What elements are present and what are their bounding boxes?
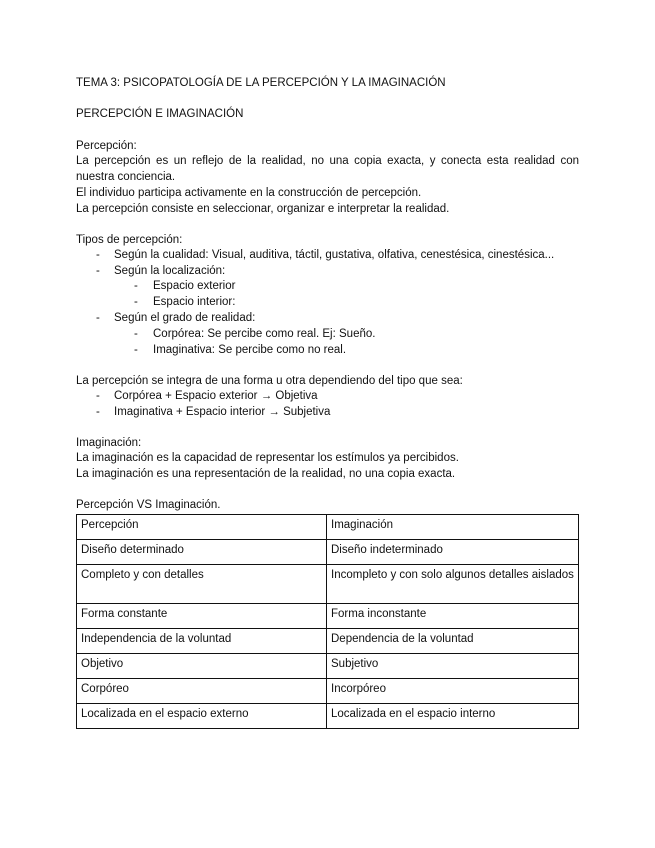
- table-row: [77, 540, 579, 565]
- list-bullet: -: [96, 249, 100, 261]
- table-cell: Forma inconstante: [327, 604, 579, 629]
- table-row: [77, 704, 579, 729]
- list-bullet: -: [96, 265, 100, 277]
- imaginacion-heading: Imaginación:: [76, 437, 142, 449]
- list-bullet: -: [96, 312, 100, 324]
- tipos-heading: Tipos de percepción:: [76, 234, 183, 246]
- imaginacion-paragraph: La imaginación es la capacidad de representar los estímulos ya percibidos.: [76, 452, 459, 464]
- table-row: [77, 679, 579, 704]
- percepcion-paragraph: El individuo participa activamente en la construcción de percepción.: [76, 187, 422, 199]
- table-cell: Localizada en el espacio interno: [327, 704, 579, 729]
- table-cell: Imaginación: [327, 515, 579, 540]
- list-item: Según la cualidad: Visual, auditiva, táctil, gustativa, olfativa, cenestésica, cinestésica...: [114, 249, 555, 261]
- table-cell: Objetivo: [77, 654, 327, 679]
- table-cell: Independencia de la voluntad: [77, 629, 327, 654]
- table-row: [77, 565, 579, 604]
- list-bullet: -: [134, 328, 138, 340]
- table-cell: Diseño indeterminado: [327, 540, 579, 565]
- table-cell: Incorpóreo: [327, 679, 579, 704]
- sub-list-item: Espacio exterior: [153, 280, 236, 292]
- list-bullet: -: [134, 296, 138, 308]
- list-item: Imaginativa + Espacio interior → Subjetiva: [114, 406, 331, 418]
- percepcion-paragraph: La percepción consiste en seleccionar, organizar e interpretar la realidad.: [76, 203, 450, 215]
- table-row: [77, 629, 579, 654]
- percepcion-paragraph-line: nuestra conciencia.: [76, 171, 176, 183]
- list-bullet: -: [134, 280, 138, 292]
- list-item: Según el grado de realidad:: [114, 312, 256, 324]
- sub-list-item: Espacio interior:: [153, 296, 236, 308]
- document-title: TEMA 3: PSICOPATOLOGÍA DE LA PERCEPCIÓN Y LA IMAGINACIÓN: [76, 77, 446, 89]
- section-heading: PERCEPCIÓN E IMAGINACIÓN: [76, 108, 244, 120]
- sub-list-item: Imaginativa: Se percibe como no real.: [153, 344, 347, 356]
- list-bullet: -: [96, 406, 100, 418]
- table-cell: Incompleto y con solo algunos detalles aislados: [327, 565, 579, 604]
- table-cell: Completo y con detalles: [77, 565, 327, 604]
- list-item: Según la localización:: [114, 265, 226, 277]
- table-cell: Forma constante: [77, 604, 327, 629]
- percepcion-heading: Percepción:: [76, 140, 137, 152]
- table-cell: Corpóreo: [77, 679, 327, 704]
- list-item: Corpórea + Espacio exterior → Objetiva: [114, 390, 318, 402]
- integracion-paragraph: La percepción se integra de una forma u otra dependiendo del tipo que sea:: [76, 375, 463, 387]
- imaginacion-paragraph: La imaginación es una representación de la realidad, no una copia exacta.: [76, 468, 456, 480]
- table-cell: Dependencia de la voluntad: [327, 629, 579, 654]
- table-row: [77, 654, 579, 679]
- table-cell: Localizada en el espacio externo: [77, 704, 327, 729]
- list-bullet: -: [96, 390, 100, 402]
- table-cell: Percepción: [77, 515, 327, 540]
- table-cell: Subjetivo: [327, 654, 579, 679]
- table-row: [77, 604, 579, 629]
- comparison-table: [76, 514, 579, 729]
- table-cell: Diseño determinado: [77, 540, 327, 565]
- sub-list-item: Corpórea: Se percibe como real. Ej: Sueño.: [153, 328, 376, 340]
- list-bullet: -: [134, 344, 138, 356]
- percepcion-paragraph-line: La percepción es un reflejo de la realidad, no una copia exacta, y conecta esta realidad con: [76, 155, 579, 167]
- table-row: [77, 515, 579, 540]
- table-caption: Percepción VS Imaginación.: [76, 499, 221, 511]
